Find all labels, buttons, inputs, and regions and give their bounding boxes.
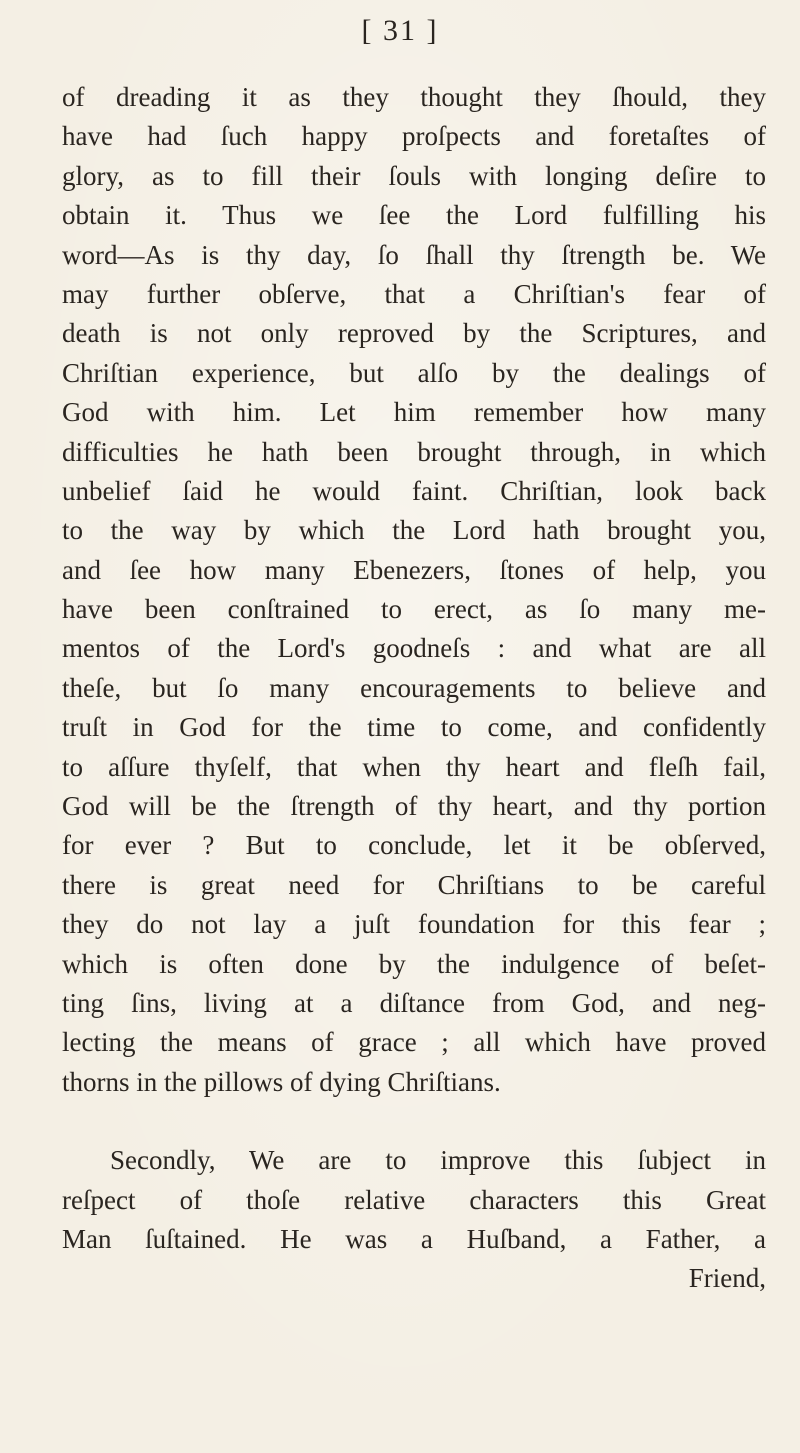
text-line: mentos of the Lord's goodneſs : and what are all <box>62 633 766 664</box>
text-line: Chriſtian experience, but alſo by the dealings of <box>62 357 766 388</box>
text-line: for ever ? But to conclude, let it be obſerved, <box>62 830 766 861</box>
text-line: word—As is thy day, ſo ſhall thy ſtrength be. We <box>62 239 766 270</box>
text-line: and ſee how many Ebenezers, ſtones of help, you <box>62 554 766 585</box>
text-line: which is often done by the indulgence of beſet- <box>62 948 766 979</box>
text-line: have had ſuch happy proſpects and foretaſtes of <box>62 121 766 152</box>
text-line: to aſſure thyſelf, that when thy heart and fleſh fail, <box>62 751 766 782</box>
text-line: difficulties he hath been brought through, in which <box>62 436 766 467</box>
text-line: glory, as to fill their ſouls with longing deſire to <box>62 160 766 191</box>
text-line: reſpect of thoſe relative characters this Great <box>62 1184 766 1215</box>
text-line: truſt in God for the time to come, and confidently <box>62 712 766 743</box>
text-line: unbelief ſaid he would faint. Chriſtian, look back <box>62 475 766 506</box>
text-line: obtain it. Thus we ſee the Lord fulfilling his <box>62 200 766 231</box>
text-line: God will be the ſtrength of thy heart, and thy portion <box>62 791 766 822</box>
text-line: lecting the means of grace ; all which have proved <box>62 1027 766 1058</box>
text-line: to the way by which the Lord hath brought you, <box>62 515 766 546</box>
text-line: they do not lay a juſt foundation for this fear ; <box>62 909 766 940</box>
text-line: Secondly, We are to improve this ſubject in <box>110 1145 766 1176</box>
text-line: there is great need for Chriſtians to be careful <box>62 869 766 900</box>
text-line: have been conſtrained to erect, as ſo many me- <box>62 594 766 625</box>
text-line: of dreading it as they thought they ſhould, they <box>62 82 766 112</box>
paragraph-break <box>62 1102 766 1141</box>
text-line: ting ſins, living at a diſtance from God, and neg- <box>62 987 766 1018</box>
text-line: thorns in the pillows of dying Chriſtians. <box>62 1066 501 1097</box>
body-text <box>62 78 766 1299</box>
text-line: theſe, but ſo many encouragements to believe and <box>62 672 766 703</box>
text-line: God with him. Let him remember how many <box>62 397 766 428</box>
catchword: Friend, <box>688 1263 766 1294</box>
text-line: Man ſuſtained. He was a Huſband, a Father, a <box>62 1223 766 1254</box>
text-line: may further obſerve, that a Chriſtian's fear of <box>62 278 766 309</box>
text-line: death is not only reproved by the Scriptures, and <box>62 318 766 349</box>
page-number: [ 31 ] <box>361 14 439 47</box>
